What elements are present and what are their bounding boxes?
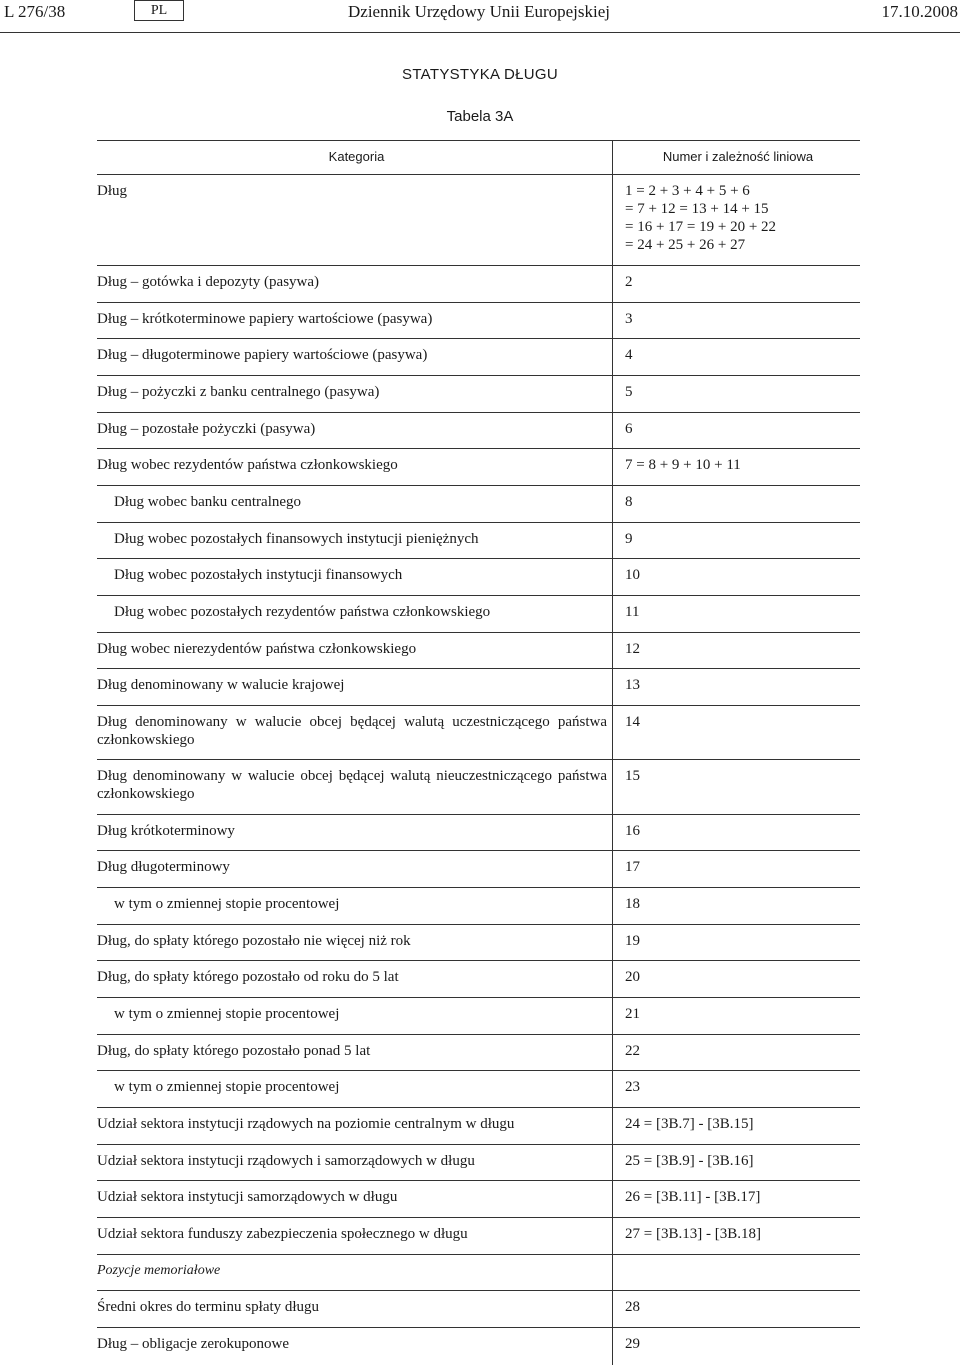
table-row (97, 706, 860, 760)
table-row (97, 339, 860, 376)
table-row (97, 413, 860, 449)
table-row (97, 1255, 860, 1291)
row-category: Dług – gotówka i depozyty (pasywa) (97, 274, 320, 290)
row-category: Dług, do spłaty którego pozostało nie więcej niż rok (97, 933, 411, 949)
row-category: Dług – pozostałe pożyczki (pasywa) (97, 421, 316, 437)
row-number: 15 (625, 768, 640, 784)
table-row (97, 486, 860, 523)
table-row (97, 1328, 860, 1365)
table-row (97, 925, 860, 961)
table-row (97, 1035, 860, 1071)
row-category: Dług denominowany w walucie obcej będącej walutą nieuczestniczącego państwa członkowskiego (97, 768, 607, 802)
table-row (97, 998, 860, 1035)
table-row (97, 175, 860, 266)
header-rule (0, 32, 960, 33)
row-number: 4 (625, 347, 633, 363)
row-number: 7 = 8 + 9 + 10 + 11 (625, 457, 741, 473)
row-category: Dług, do spłaty którego pozostało ponad 5 lat (97, 1043, 371, 1059)
row-number: 27 = [3B.13] - [3B.18] (625, 1226, 761, 1242)
column-header-number: Numer i zależność liniowa (662, 149, 814, 164)
table-header (97, 140, 860, 175)
table-row (97, 888, 860, 925)
table-row (97, 559, 860, 596)
page-header (0, 0, 960, 30)
row-number: 14 (625, 714, 640, 730)
row-number: 13 (625, 677, 640, 693)
table-row (97, 523, 860, 559)
row-category: Dług krótkoterminowy (97, 823, 235, 839)
row-category: w tym o zmiennej stopie procentowej (114, 896, 340, 912)
row-category: w tym o zmiennej stopie procentowej (114, 1006, 340, 1022)
page-reference: L 276/38 (4, 2, 66, 21)
row-number: 20 (625, 969, 640, 985)
row-category: Dług – krótkoterminowe papiery wartościowe (pasywa) (97, 311, 433, 327)
column-divider (612, 141, 613, 174)
document-title: STATYSTYKA DŁUGU (402, 66, 558, 83)
language-badge: PL (134, 0, 184, 21)
row-category: Dług (97, 183, 127, 199)
row-number: 26 = [3B.11] - [3B.17] (625, 1189, 761, 1205)
row-category: Dług wobec banku centralnego (114, 494, 302, 510)
table-row (97, 1291, 860, 1328)
row-category: w tym o zmiennej stopie procentowej (114, 1079, 340, 1095)
row-number: 23 (625, 1079, 640, 1095)
row-category: Dług – długoterminowe papiery wartościowe (pasywa) (97, 347, 428, 363)
row-category: Pozycje memoriałowe (97, 1263, 221, 1278)
table-row (97, 961, 860, 998)
row-category: Udział sektora funduszy zabezpieczenia społecznego w długu (97, 1226, 468, 1242)
row-number: 21 (625, 1006, 640, 1022)
row-category: Dług wobec pozostałych finansowych instytucji pieniężnych (114, 531, 479, 547)
table-row (97, 1218, 860, 1255)
table-row (97, 633, 860, 669)
row-category: Udział sektora instytucji rządowych i samorządowych w długu (97, 1153, 475, 1169)
table-row (97, 1108, 860, 1145)
row-number: 25 = [3B.9] - [3B.16] (625, 1153, 754, 1169)
table-title: Tabela 3A (446, 108, 514, 125)
row-number: 5 (625, 384, 633, 400)
table-row (97, 815, 860, 851)
table-row (97, 851, 860, 888)
table-row (97, 449, 860, 486)
row-number: 29 (625, 1336, 640, 1352)
row-category: Dług denominowany w walucie obcej będącej walutą uczestniczącego państwa członkowskiego (97, 714, 607, 748)
table-row (97, 1181, 860, 1218)
table-row (97, 669, 860, 706)
journal-title: Dziennik Urzędowy Unii Europejskiej (348, 2, 611, 21)
table-row (97, 596, 860, 633)
row-number: 19 (625, 933, 640, 949)
row-number: 2 (625, 274, 633, 290)
row-category: Średni okres do terminu spłaty długu (97, 1299, 320, 1315)
row-category: Dług – obligacje zerokuponowe (97, 1336, 290, 1352)
row-number: 24 = [3B.7] - [3B.15] (625, 1116, 754, 1132)
row-category: Dług długoterminowy (97, 859, 230, 875)
row-number: 16 (625, 823, 640, 839)
row-category: Udział sektora instytucji rządowych na poziomie centralnym w długu (97, 1116, 515, 1132)
row-category: Dług wobec pozostałych rezydentów państwa członkowskiego (114, 604, 491, 620)
table-row (97, 376, 860, 413)
row-number: 1 = 2 + 3 + 4 + 5 + 6 = 7 + 12 = 13 + 14 + 15 = 16 + 17 = 19 + 20 + 22 = 24 + 25 + 26 + 27 (625, 183, 777, 253)
row-category: Dług – pożyczki z banku centralnego (pasywa) (97, 384, 380, 400)
table-row (97, 1145, 860, 1181)
row-category: Dług wobec nierezydentów państwa członkowskiego (97, 641, 417, 657)
row-category: Dług wobec rezydentów państwa członkowskiego (97, 457, 398, 473)
column-header-category: Kategoria (328, 149, 385, 164)
publication-date: 17.10.2008 (881, 2, 958, 21)
row-number: 22 (625, 1043, 640, 1059)
row-category: Dług, do spłaty którego pozostało od roku do 5 lat (97, 969, 399, 985)
row-number: 28 (625, 1299, 640, 1315)
row-number: 10 (625, 567, 640, 583)
table-row (97, 266, 860, 303)
row-number: 12 (625, 641, 640, 657)
debt-statistics-table (97, 140, 860, 1365)
row-number: 8 (625, 494, 633, 510)
row-number: 17 (625, 859, 640, 875)
table-row (97, 303, 860, 339)
row-category: Dług denominowany w walucie krajowej (97, 677, 345, 693)
row-category: Dług wobec pozostałych instytucji finansowych (114, 567, 403, 583)
row-number: 9 (625, 531, 633, 547)
row-number: 18 (625, 896, 640, 912)
table-row (97, 760, 860, 815)
row-number: 3 (625, 311, 633, 327)
row-category: Udział sektora instytucji samorządowych w długu (97, 1189, 398, 1205)
table-row (97, 1071, 860, 1108)
row-number: 6 (625, 421, 633, 437)
row-number: 11 (625, 604, 640, 620)
